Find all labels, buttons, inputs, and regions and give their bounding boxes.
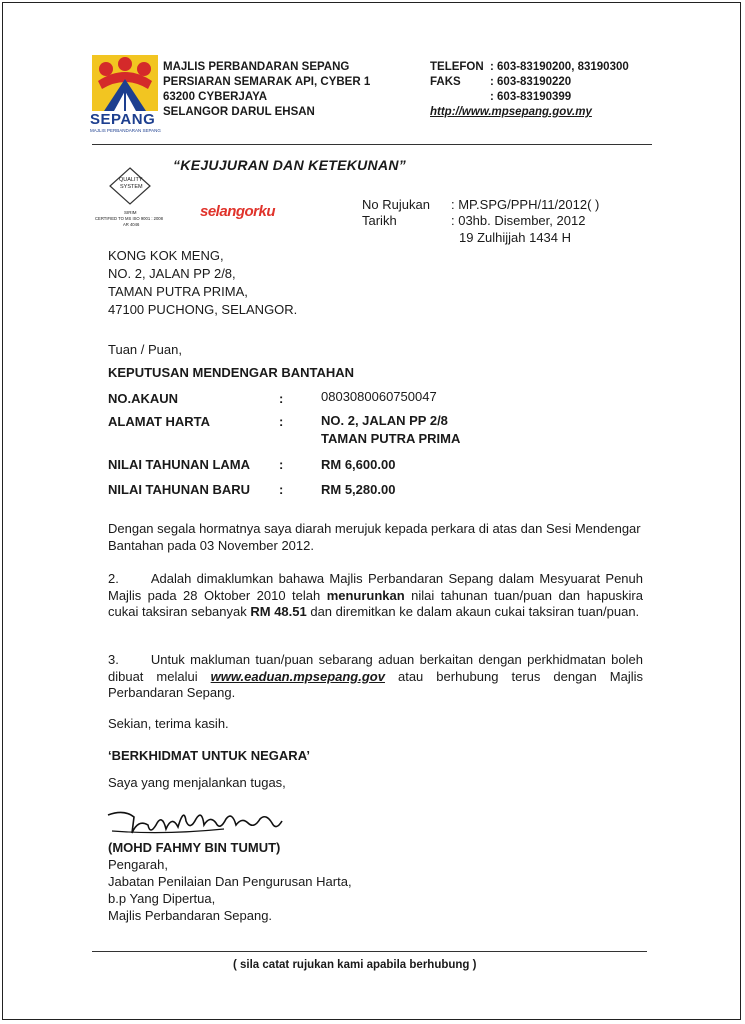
address-line-2: PERSIARAN SEMARAK API, CYBER 1 xyxy=(163,76,371,88)
recipient-line-3: TAMAN PUTRA PRIMA, xyxy=(108,284,248,299)
motto: “KEJUJURAN DAN KETEKUNAN” xyxy=(173,157,407,173)
p2-text-e: dan diremitkan ke dalam akaun cukai taksiran tuan/puan. xyxy=(306,604,640,619)
quality-badge xyxy=(95,166,163,232)
paragraph-2 xyxy=(108,571,643,621)
baru-label: NILAI TAHUNAN BARU xyxy=(108,482,251,497)
signatory-line-2: Jabatan Penilaian Dan Pengurusan Harta, xyxy=(108,874,352,889)
footer-note: ( sila catat rujukan kami apabila berhubung ) xyxy=(233,959,477,971)
recipient-line-4: 47100 PUCHONG, SELANGOR. xyxy=(108,302,298,317)
akaun-label: NO.AKAUN xyxy=(108,391,179,406)
signatory-line-4: Majlis Perbandaran Sepang. xyxy=(108,908,273,923)
badge-line-2: SYSTEM xyxy=(120,184,143,190)
p2-number: 2. xyxy=(108,571,119,586)
alamat-label: ALAMAT HARTA xyxy=(108,414,211,429)
alamat-value-1: NO. 2, JALAN PP 2/8 xyxy=(321,413,448,428)
logo-text: SEPANG xyxy=(90,111,156,128)
p3-text-a: Untuk makluman tuan/puan sebarang aduan berkaitan dengan perkhidmatan boleh dibuat melalui xyxy=(108,652,643,684)
ref-no-label: No Rujukan xyxy=(362,197,430,212)
paragraph-3 xyxy=(108,652,643,702)
signoff: Saya yang menjalankan tugas, xyxy=(108,775,286,790)
telefon-value: : 603-83190200, 83190300 xyxy=(490,61,629,73)
salutation: Tuan / Puan, xyxy=(108,342,182,357)
paragraph-1: Dengan segala hormatnya saya diarah merujuk kepada perkara di atas dan Sesi Mendengar Bantahan pada 03 November 2012. xyxy=(108,521,641,553)
footer-rule xyxy=(92,951,647,952)
closing: Sekian, terima kasih. xyxy=(108,716,229,731)
signatory-line-3: b.p Yang Dipertua, xyxy=(108,891,216,906)
p3-text-b: atau berhubung terus dengan Majlis Perbandaran Sepang. xyxy=(108,668,644,700)
p2-text-d: RM 48.51 xyxy=(250,604,307,619)
signatory-name: (MOHD FAHMY BIN TUMUT) xyxy=(108,840,281,855)
baru-value: RM 5,280.00 xyxy=(321,482,396,497)
lama-colon: : xyxy=(279,457,284,472)
signature-icon xyxy=(104,795,294,843)
p2-text-b: menurunkan xyxy=(326,587,405,603)
p2-text-c: nilai tahunan tuan/puan dan hapuskira cukai taksiran sebanyak xyxy=(108,587,643,619)
ref-date-value: : 03hb. Disember, 2012 xyxy=(451,213,586,228)
selangorku-logo: selangorku xyxy=(200,203,276,220)
ref-hijri: 19 Zulhijjah 1434 H xyxy=(459,230,572,245)
akaun-colon: : xyxy=(279,391,284,406)
cert-label: CERTIFIED TO MS ISO 9001 : 2008 xyxy=(95,216,163,221)
baru-colon: : xyxy=(279,482,284,497)
ref-no-value: : MP.SPG/PPH/11/2012( ) xyxy=(451,197,600,212)
address-line-1: MAJLIS PERBANDARAN SEPANG xyxy=(163,61,350,73)
akaun-value: 0803080060750047 xyxy=(321,389,437,404)
lama-value: RM 6,600.00 xyxy=(321,457,396,472)
faks-value-1: : 603-83190220 xyxy=(490,76,572,88)
logo-subtext: MAJLIS PERBANDARAN SEPANG xyxy=(90,128,161,133)
faks-label: FAKS xyxy=(430,76,461,88)
cert-no: AR 4046 xyxy=(123,222,140,227)
alamat-value-2: TAMAN PUTRA PRIMA xyxy=(321,431,461,446)
alamat-colon: : xyxy=(279,414,284,429)
eaduan-link[interactable]: www.eaduan.mpsepang.gov xyxy=(210,668,385,684)
telefon-label: TELEFON xyxy=(430,61,484,73)
sirim-label: SIRIM xyxy=(124,210,137,215)
address-line-3: 63200 CYBERJAYA xyxy=(163,91,267,103)
subject: KEPUTUSAN MENDENGAR BANTAHAN xyxy=(108,365,355,380)
badge-line-1: QUALITY xyxy=(119,177,143,183)
website-link[interactable]: http://www.mpsepang.gov.my xyxy=(430,106,592,118)
p2-text-a: Adalah dimaklumkan bahawa Majlis Perbandaran Sepang dalam Mesyuarat Penuh Majlis pada 28 Oktober 2010 telah xyxy=(108,571,643,603)
address-line-4: SELANGOR DARUL EHSAN xyxy=(163,106,315,118)
header-rule xyxy=(92,144,652,145)
recipient-line-1: KONG KOK MENG, xyxy=(108,248,224,263)
ref-date-label: Tarikh xyxy=(362,213,397,228)
motto-2: ‘BERKHIDMAT UNTUK NEGARA’ xyxy=(108,748,310,763)
faks-value-2: : 603-83190399 xyxy=(490,91,572,103)
lama-label: NILAI TAHUNAN LAMA xyxy=(108,457,251,472)
recipient-line-2: NO. 2, JALAN PP 2/8, xyxy=(108,266,236,281)
signatory-line-1: Pengarah, xyxy=(108,857,168,872)
sepang-logo xyxy=(90,55,161,135)
p3-number: 3. xyxy=(108,652,119,667)
